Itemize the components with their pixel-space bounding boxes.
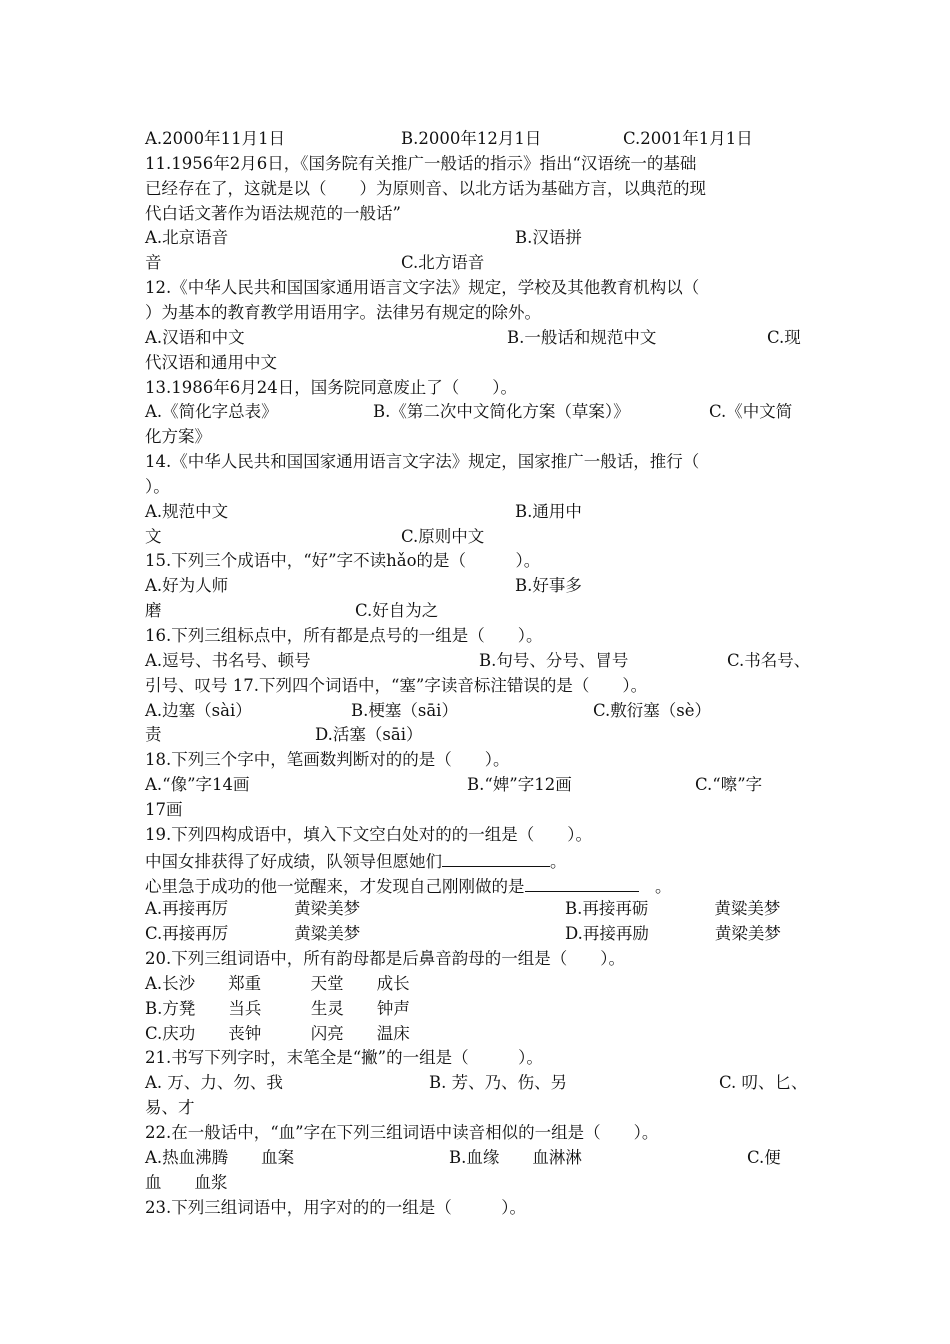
option-b: B.梗塞（sāi） — [351, 701, 458, 720]
option-c: C.现 — [767, 328, 801, 347]
option-c: C.“嚓”字 — [695, 775, 763, 794]
line-text: 20.下列三组词语中，所有韵母都是后鼻音韵母的一组是（ ）。 — [145, 949, 625, 968]
option-b: B.“婢”字12画 — [467, 775, 572, 794]
line-text: 引号、叹号 17.下列四个词语中，“塞”字读音标注错误的是（ ）。 — [145, 676, 648, 695]
line-text: 血 血浆 — [145, 1173, 228, 1192]
option-b: B.血缘 血淋淋 — [449, 1148, 582, 1167]
line-text: 17画 — [145, 800, 183, 819]
line-text: ）为基本的教育教学用语用字。法律另有规定的除外。 — [145, 303, 541, 322]
line-text: 14.《中华人民共和国国家通用语言文字法》规定，国家推广一般话，推行（ — [145, 452, 700, 471]
option-a: A.边塞（sài） — [145, 701, 252, 720]
option-c: C.2001年1月1日 — [623, 129, 753, 148]
option-b: B.句号、分号、冒号 — [479, 651, 629, 670]
fill-in-blank[interactable] — [442, 848, 550, 867]
text-line — [145, 873, 672, 897]
option-a: C.再接再厉 黄粱美梦 — [145, 924, 361, 943]
option-c: C.原则中文 — [401, 527, 485, 546]
option-c: C.敷衍塞（sè） — [593, 701, 712, 720]
option-a: A.再接再厉 黄梁美梦 — [145, 899, 361, 918]
line-text: 21.书写下列字时，末笔全是“撇”的一组是（ ）。 — [145, 1048, 543, 1067]
option-a: 音 — [145, 253, 162, 272]
option-b: B.通用中 — [515, 502, 582, 521]
option-c: C.北方语音 — [401, 253, 485, 272]
option-a: A.2000年11月1日 — [145, 129, 286, 148]
option-a: A.热血沸腾 血案 — [145, 1148, 295, 1167]
option-a: A.规范中文 — [145, 502, 229, 521]
line-text: ）。 — [145, 477, 170, 496]
line-text: B.方凳 当兵 生灵 钟声 — [145, 999, 410, 1018]
option-c: C.便 — [747, 1148, 781, 1167]
line-text: 16.下列三组标点中，所有都是点号的一组是（ ）。 — [145, 626, 543, 645]
line-text: 22.在一般话中，“血”字在下列三组词语中读音相似的一组是（ ）。 — [145, 1123, 659, 1142]
line-text: 代白话文著作为语法规范的一般话” — [145, 204, 401, 223]
option-a: A.“像”字14画 — [145, 775, 250, 794]
line-text: C.庆功 丧钟 闪亮 温床 — [145, 1024, 410, 1043]
option-b: B.好事多 — [515, 576, 582, 595]
option-b: D.再接再励 黄梁美梦 — [565, 924, 781, 943]
option-a: A.《简化字总表》 — [145, 402, 278, 421]
option-b: B.一般话和规范中文 — [507, 328, 657, 347]
line-text: 代汉语和通用中文 — [145, 353, 277, 372]
option-a: 文 — [145, 527, 162, 546]
option-b: B.2000年12月1日 — [401, 129, 542, 148]
option-c: C.好自为之 — [355, 601, 439, 620]
option-a: A.北京语音 — [145, 228, 229, 247]
option-b: B. 芳、乃、伤、另 — [429, 1073, 568, 1092]
line-text: 15.下列三个成语中，“好”字不读hǎo的是（ ）。 — [145, 551, 541, 570]
option-c: C.书名号、 — [727, 651, 811, 670]
option-c: C.《中文简 — [709, 402, 793, 421]
option-b: B.汉语拼 — [515, 228, 582, 247]
line-text: 易、才 — [145, 1098, 195, 1117]
line-text: 已经存在了，这就是以（ ）为原则音、以北方话为基础方言，以典范的现 — [145, 179, 706, 198]
fill-in-blank[interactable] — [525, 873, 639, 892]
line-text: 13.1986年6月24日，国务院同意废止了（ ）。 — [145, 378, 517, 397]
line-tail: 。 — [638, 877, 672, 896]
text-line — [145, 848, 567, 872]
option-a: A.逗号、书名号、顿号 — [145, 651, 311, 670]
option-c: C. 叨、匕、 — [719, 1073, 808, 1092]
line-text: 18.下列三个字中，笔画数判断对的的是（ ）。 — [145, 750, 510, 769]
line-text: A.长沙 郑重 天堂 成长 — [145, 974, 410, 993]
option-c: D.活塞（sāi） — [315, 725, 423, 744]
option-a: A.好为人师 — [145, 576, 229, 595]
line-text: 19.下列四构成语中，填入下文空白处对的的一组是（ ）。 — [145, 825, 592, 844]
line-text: 心里急于成功的他一觉醒来，才发现自己刚刚做的是 — [145, 877, 525, 896]
option-b: B.再接再砺 黄粱美梦 — [565, 899, 781, 918]
line-text: 23.下列三组词语中，用字对的的一组是（ ）。 — [145, 1198, 526, 1217]
option-a: A.汉语和中文 — [145, 328, 245, 347]
option-a: A. 万、力、勿、我 — [145, 1073, 283, 1092]
line-text: 化方案》 — [145, 427, 211, 446]
line-tail: 。 — [550, 852, 567, 871]
line-text: 11.1956年2月6日，《国务院有关推广一般话的指示》指出“汉语统一的基础 — [145, 154, 697, 173]
option-a: 责 — [145, 725, 162, 744]
line-text: 中国女排获得了好成绩，队领导但愿她们 — [145, 852, 442, 871]
line-text: 12.《中华人民共和国国家通用语言文字法》规定，学校及其他教育机构以（ — [145, 278, 700, 297]
option-a: 磨 — [145, 601, 162, 620]
option-b: B.《第二次中文简化方案（草案）》 — [373, 402, 630, 421]
